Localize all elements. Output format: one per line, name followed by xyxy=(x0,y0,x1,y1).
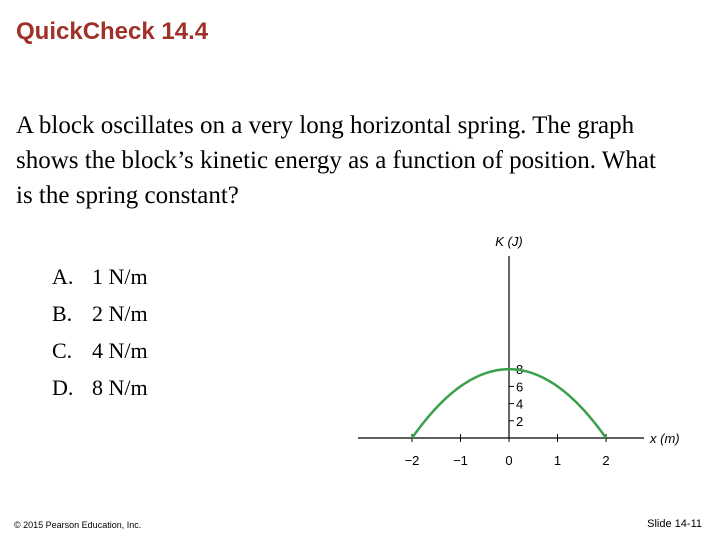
choice-b[interactable] xyxy=(52,295,148,332)
slide-number: Slide 14-11 xyxy=(647,518,702,530)
answer-choices xyxy=(52,258,148,406)
x-tick-label: 2 xyxy=(602,453,610,468)
choice-text: 4 N/m xyxy=(92,338,148,363)
slide-title: QuickCheck 14.4 xyxy=(16,18,209,45)
y-tick-label: 4 xyxy=(516,396,524,412)
x-tick-label: −2 xyxy=(404,453,420,468)
y-tick-label: 2 xyxy=(516,413,524,429)
question-text: A block oscillates on a very long horizontal spring. The graph shows the block’s kinetic energy as a function of position. What is the spring constant? xyxy=(16,112,656,209)
x-axis-label: x (m) xyxy=(650,431,680,446)
y-tick-label: 6 xyxy=(516,379,524,395)
x-tick-label: 0 xyxy=(505,453,513,468)
choice-letter: B. xyxy=(52,301,73,326)
x-tick-label: −1 xyxy=(453,453,468,468)
y-axis-label: K (J) xyxy=(495,234,523,249)
choice-text: 8 N/m xyxy=(92,375,148,400)
choice-text: 2 N/m xyxy=(92,301,148,326)
y-tick-label: 8 xyxy=(516,362,524,378)
x-tick-label: 1 xyxy=(553,453,562,468)
choice-letter: A. xyxy=(52,264,74,289)
kinetic-energy-chart xyxy=(350,222,702,470)
choice-d[interactable] xyxy=(52,369,148,406)
copyright: © 2015 Pearson Education, Inc. xyxy=(14,520,142,530)
choice-c[interactable] xyxy=(52,332,148,369)
choice-letter: C. xyxy=(52,338,73,363)
choice-text: 1 N/m xyxy=(92,264,148,289)
choice-letter: D. xyxy=(52,375,74,400)
choice-a[interactable] xyxy=(52,258,148,295)
